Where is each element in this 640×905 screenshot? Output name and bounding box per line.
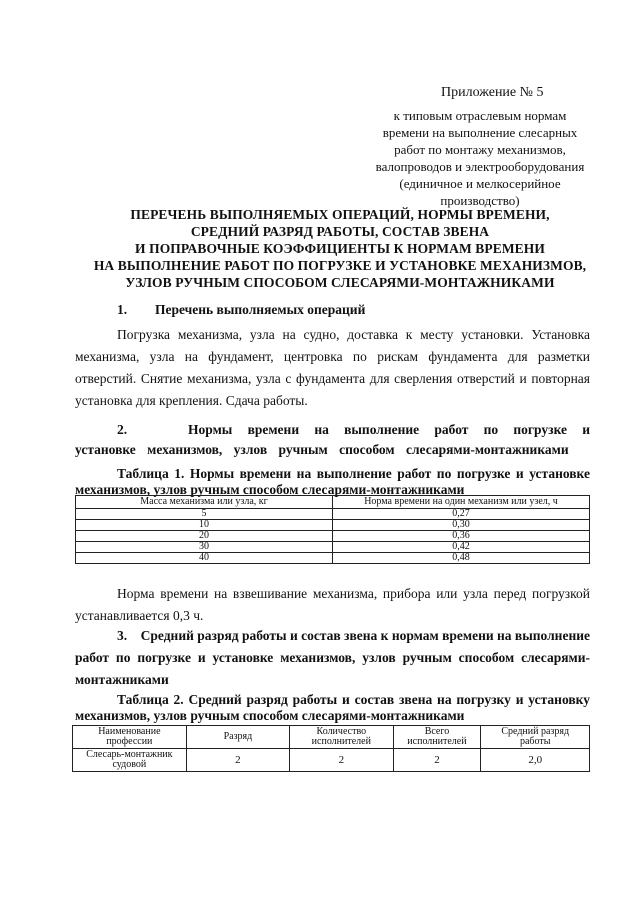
table-header-cell: Наименование профессии [73, 726, 187, 749]
crew-composition-table [72, 725, 590, 772]
table-2-caption: Таблица 2. Средний разряд работы и состав звена на погрузку и установку механизмов, узлов ручным способом слесарями-монтажниками [75, 692, 590, 723]
heading-line: И ПОПРАВОЧНЫЕ КОЭФФИЦИЕНТЫ К НОРМАМ ВРЕМЕНИ [135, 241, 545, 256]
section-1-text: Погрузка механизма, узла на судно, доставка к месту установки. Установка механизма, узла на фундамент, центровка по рискам фундамента для разметки отверстий. Снятие механизма, узла с фундамента для сверления отверстий и повторная установка для крепления. Сдача работы. [75, 327, 590, 408]
table-cell: Слесарь-монтажник судовой [73, 749, 187, 772]
table-cell: 0,42 [333, 542, 590, 553]
table-cell: 10 [76, 520, 333, 531]
appendix-subtitle-line: валопроводов и электрооборудования [375, 159, 585, 174]
table-header-cell: Масса механизма или узла, кг [76, 496, 333, 509]
table-header-cell: Количество исполнителей [290, 726, 393, 749]
section-1-heading [117, 300, 365, 320]
heading-line: ПЕРЕЧЕНЬ ВЫПОЛНЯЕМЫХ ОПЕРАЦИЙ, НОРМЫ ВРЕМЕНИ, [130, 207, 550, 222]
table-cell: 2,0 [481, 749, 590, 772]
appendix-subtitle-line: к типовым отраслевым нормам [393, 108, 567, 123]
section-3-heading [75, 625, 590, 691]
table-cell: 30 [76, 542, 333, 553]
table-row [73, 749, 590, 772]
heading-line: УЗЛОВ РУЧНЫМ СПОСОБОМ СЛЕСАРЯМИ-МОНТАЖНИКАМИ [125, 275, 555, 290]
appendix-subtitle-line: производство) [440, 193, 520, 208]
table-row [76, 553, 590, 564]
table-cell: 0,36 [333, 531, 590, 542]
table-cell: 2 [393, 749, 481, 772]
table-row [76, 520, 590, 531]
weighing-note: Норма времени на взвешивание механизма, прибора или узла перед погрузкой устанавливается 0,3 ч. [75, 586, 590, 623]
table-cell: 0,30 [333, 520, 590, 531]
heading-line: СРЕДНИЙ РАЗРЯД РАБОТЫ, СОСТАВ ЗВЕНА [190, 224, 490, 239]
table-header-cell: Средний разряд работы [481, 726, 590, 749]
table-cell: 2 [290, 749, 393, 772]
appendix-subtitle-line: времени на выполнение слесарных [382, 125, 578, 140]
section-2-heading [75, 420, 590, 460]
table-cell: 0,27 [333, 509, 590, 520]
appendix-title: Приложение № 5 [441, 85, 544, 100]
document-heading [60, 206, 620, 291]
section-3-number: 3. [117, 628, 128, 643]
time-norms-table [75, 495, 590, 564]
section-2-title: Нормы времени на выполнение работ по погрузке и установке механизмов, узлов ручным способом слесарями-монтажниками [75, 422, 591, 457]
table-row [76, 509, 590, 520]
heading-line: НА ВЫПОЛНЕНИЕ РАБОТ ПО ПОГРУЗКЕ И УСТАНОВКЕ МЕХАНИЗМОВ, [93, 258, 587, 273]
table-header-cell: Всего исполнителей [393, 726, 481, 749]
appendix-subtitle-line: (единичное и мелкосерийное [399, 176, 561, 191]
table-row [76, 542, 590, 553]
table-header-row [73, 726, 590, 749]
table-cell: 2 [186, 749, 289, 772]
table-cell: 5 [76, 509, 333, 520]
appendix-subtitle [362, 107, 598, 209]
section-1-title: Перечень выполняемых операций [155, 302, 366, 317]
table-header-cell: Разряд [186, 726, 289, 749]
section-1-number: 1. [117, 302, 128, 317]
section-3-title: Средний разряд работы и состав звена к нормам времени на выполнение работ по погрузке и установке механизмов, узлов ручным способом слесарями-монтажниками [75, 628, 590, 687]
section-2-number: 2. [117, 422, 128, 437]
table-header-cell: Норма времени на один механизм или узел, ч [333, 496, 590, 509]
table-cell: 40 [76, 553, 333, 564]
table-row [76, 531, 590, 542]
table-1-caption: Таблица 1. Нормы времени на выполнение работ по погрузке и установке механизмов, узлов ручным способом слесарями-монтажниками [75, 466, 590, 497]
table-cell: 20 [76, 531, 333, 542]
table-header-row [76, 496, 590, 509]
table-cell: 0,48 [333, 553, 590, 564]
appendix-subtitle-line: работ по монтажу механизмов, [394, 142, 566, 157]
